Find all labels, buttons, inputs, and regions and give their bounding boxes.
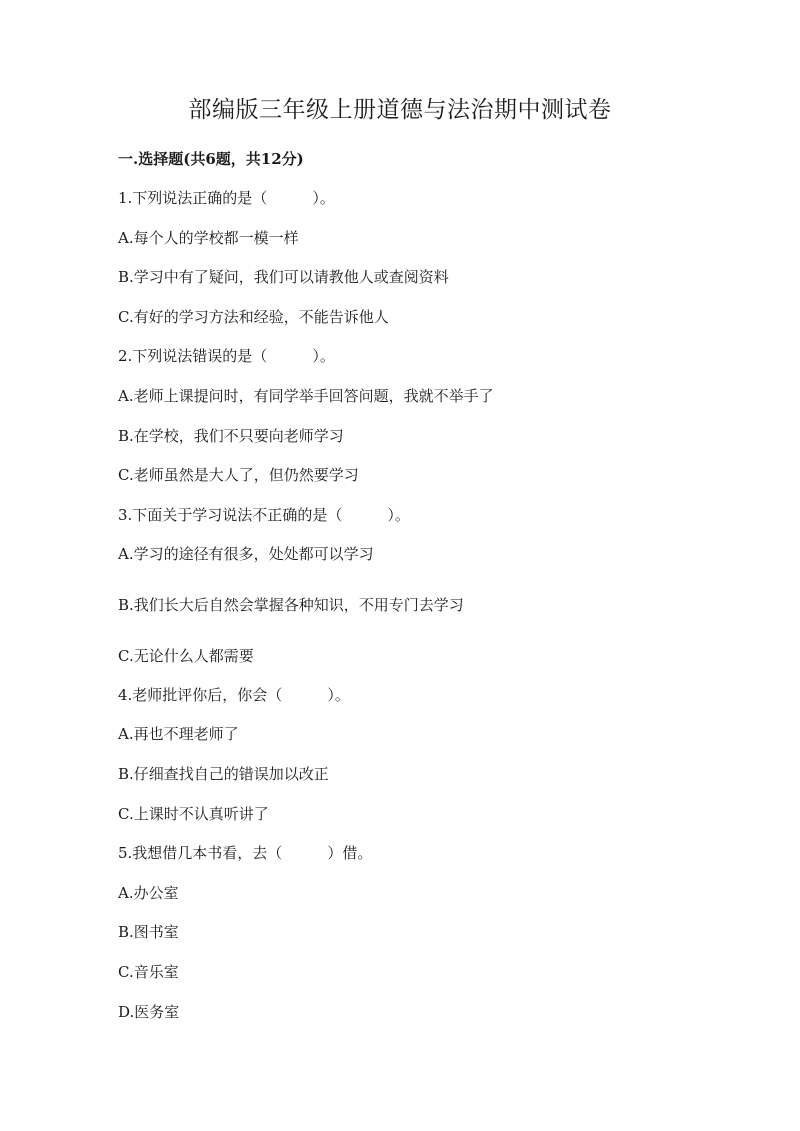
question-2-option-b: B.在学校，我们不只要向老师学习 xyxy=(118,427,344,445)
question-3-option-b: B.我们长大后自然会掌握各种知识，不用专门去学习 xyxy=(118,596,464,614)
question-1-option-c: C.有好的学习方法和经验，不能告诉他人 xyxy=(118,308,389,326)
question-5-option-c: C.音乐室 xyxy=(118,963,179,981)
question-1-option-b: B.学习中有了疑问，我们可以请教他人或查阅资料 xyxy=(118,268,449,286)
page-title: 部编版三年级上册道德与法治期中测试卷 xyxy=(188,97,612,123)
question-2-option-c: C.老师虽然是大人了，但仍然要学习 xyxy=(118,466,359,484)
question-4-option-a: A.再也不理老师了 xyxy=(118,725,239,743)
question-2-option-a: A.老师上课提问时，有同学举手回答问题，我就不举手了 xyxy=(118,387,494,405)
question-4-option-c: C.上课时不认真听讲了 xyxy=(118,805,269,823)
question-4-option-b: B.仔细查找自己的错误加以改正 xyxy=(118,765,329,783)
question-2-stem: 2.下列说法错误的是（ ）。 xyxy=(118,347,335,365)
question-5-option-d: D.医务室 xyxy=(118,1003,180,1021)
question-3-option-a: A.学习的途径有很多，处处都可以学习 xyxy=(118,545,374,563)
question-4-stem: 4.老师批评你后，你会（ ）。 xyxy=(118,686,350,704)
question-1-option-a: A.每个人的学校都一模一样 xyxy=(118,229,299,247)
section-heading: 一.选择题(共6题，共12分) xyxy=(118,150,304,168)
question-1-stem: 1.下列说法正确的是（ ）。 xyxy=(118,189,335,207)
question-3-option-c: C.无论什么人都需要 xyxy=(118,647,254,665)
question-5-option-a: A.办公室 xyxy=(118,884,179,902)
question-5-option-b: B.图书室 xyxy=(118,923,179,941)
question-3-stem: 3.下面关于学习说法不正确的是（ ）。 xyxy=(118,506,410,524)
question-5-stem: 5.我想借几本书看，去（ ）借。 xyxy=(118,844,373,862)
